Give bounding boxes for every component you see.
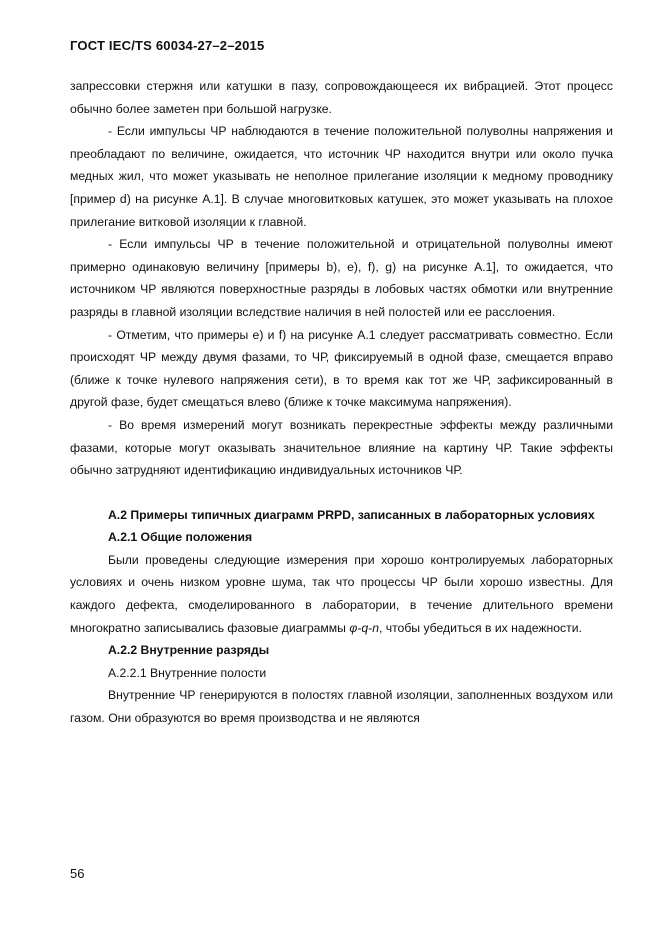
paragraph-crosstalk: - Во время измерений могут возникать перекрестные эффекты между различными фазами, которые могут оказывать значительное влияние на картину ЧР. Такие эффекты обычно затрудняют идентификацию индивидуальных источников ЧР.: [70, 417, 613, 478]
paragraph-internal-discharges: Внутренние ЧР генерируются в полостях главной изоляции, заполненных воздухом или газом. Они образуются во время производства и не являются: [70, 688, 613, 726]
page-body: [70, 75, 613, 730]
paragraph-continuation: запрессовки стержня или катушки в пазу, сопровождающееся их вибрацией. Этот процесс обычно более заметен при большой нагрузке.: [70, 79, 613, 116]
paragraph-positive-halfwave: - Если импульсы ЧР наблюдаются в течение положительной полуволны напряжения и преобладают по величине, ожидается, что источник ЧР находится внутри или около пучка медных жил, что может указывать не неполное прилегание изоляции к медному проводнику [пример d) на рисунке A.1]. В случае многовитковых катушек, это может указывать на плохое прилегание витковой изоляции к главной.: [70, 124, 613, 229]
paragraph-both-halfwaves: - Если импульсы ЧР в течение положительной и отрицательной полуволны имеют примерно одинаковую величину [примеры b), e), f), g) на рисунке A.1], то ожидается, что источником ЧР являются поверхностные разряды в лобовых частях обмотки или внутренние разряды в главной изоляции вследствие наличия в ней полостей или ее расслоения.: [70, 237, 613, 319]
section-heading-a2-1: A.2.1 Общие положения: [108, 530, 253, 545]
paragraph-text-part-2: , чтобы убедиться в их надежности.: [378, 620, 582, 635]
paragraph-general-provisions: [70, 549, 613, 639]
subsection-heading-a2-2-1: A.2.2.1 Внутренние полости: [108, 665, 267, 680]
paragraph-phase-to-phase: - Отметим, что примеры e) и f) на рисунке A.1 следует рассматривать совместно. Если происходят ЧР между двумя фазами, то ЧР, фиксируемый в одной фазе, смещается вправо (ближе к точке нулевого напряжения сети), в то время как тот же ЧР, зафиксированный в другой фазе, будет смещаться влево (ближе к точке максимума напряжения).: [70, 327, 613, 410]
page-number: 56: [70, 866, 85, 881]
formula-phi-q-n: φ-q-n: [349, 620, 379, 635]
document-header: ГОСТ IEC/TS 60034-27–2–2015: [70, 38, 265, 53]
section-heading-a2-2: A.2.2 Внутренние разряды: [108, 643, 270, 658]
section-heading-a2: A.2 Примеры типичных диаграмм PRPD, записанных в лабораторных условиях: [108, 507, 595, 522]
paragraph-text-part-1: Были проведены следующие измерения при хорошо контролируемых лабораторных условиях и очень низком уровне шума, так что процессы ЧР были хорошо известны. Для каждого дефекта, смоделированного в лаборатории, в течение длительного времени многократно записывались фазовые диаграммы: [70, 552, 613, 635]
